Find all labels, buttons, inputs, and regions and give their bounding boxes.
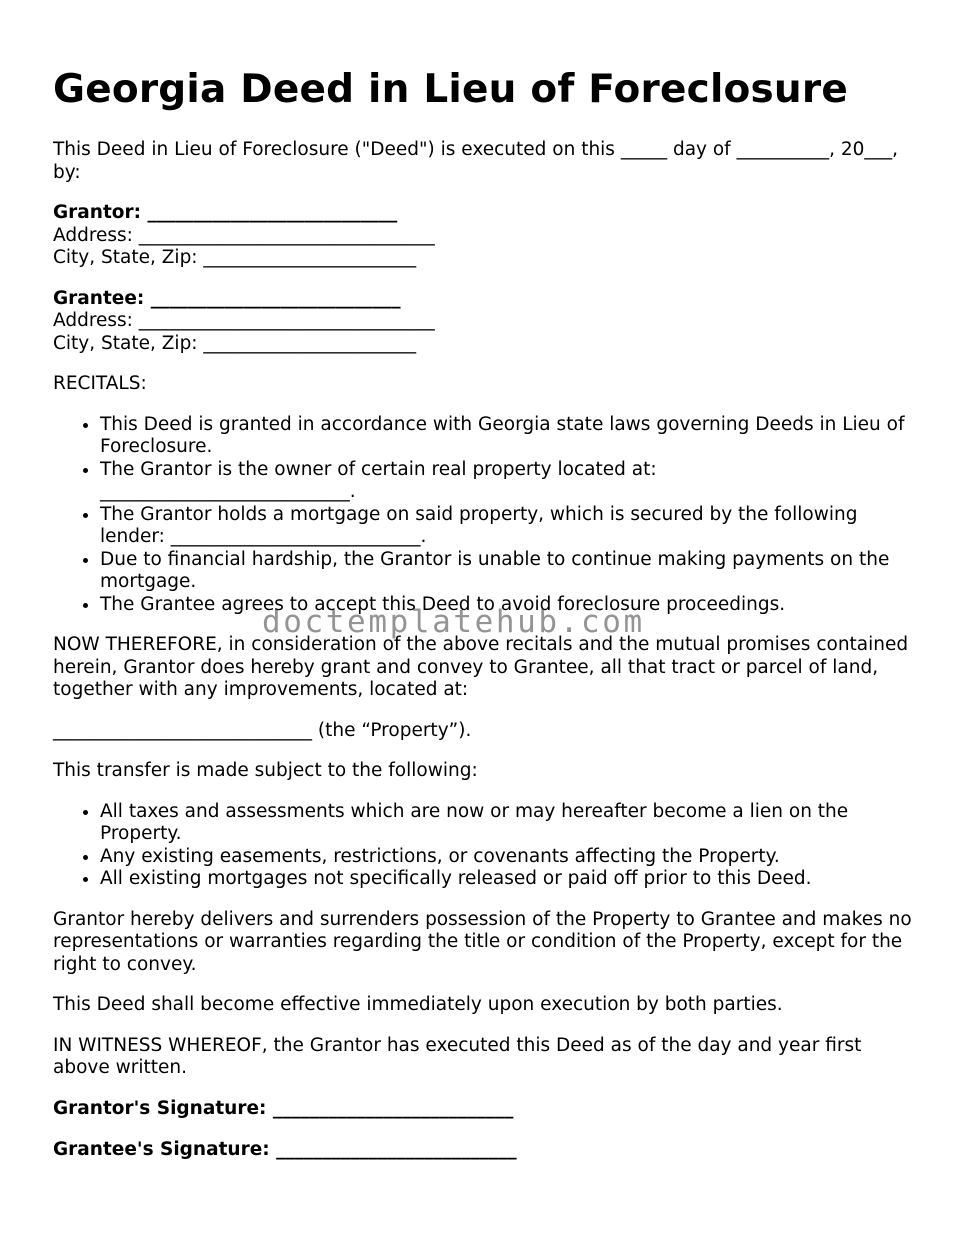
grantee-block (53, 288, 913, 356)
grantor-block (53, 202, 913, 270)
grantee-label: Grantee: (53, 287, 145, 309)
grantor-name-blank: ___________________________ (141, 202, 398, 223)
grantee-name-blank: ___________________________ (144, 287, 401, 309)
recitals-heading: RECITALS: (53, 373, 147, 394)
grantor-city-line: City, State, Zip: _______________________ (53, 247, 417, 268)
list-item: • The Grantor is the owner of certain real property located at: ___________________________. (100, 459, 913, 504)
list-item: • The Grantee agrees to accept this Deed to avoid foreclosure proceedings. (100, 594, 913, 617)
list-item: • All taxes and assessments which are now or may hereafter become a lien on the Property. (100, 801, 913, 846)
grantee-name-line (53, 288, 913, 311)
grantor-address-line: Address: ________________________________ (53, 224, 435, 246)
subject-list (53, 801, 913, 891)
list-item: • Due to financial hardship, the Grantor is unable to continue making payments on the mortgage. (100, 549, 913, 594)
recitals-list (53, 414, 913, 617)
list-item: • All existing mortgages not specifically released or paid off prior to this Deed. (100, 868, 913, 891)
deed-document (53, 66, 913, 1181)
delivery-paragraph: Grantor hereby delivers and surrenders possession of the Property to Grantee and makes no representations or warranties regarding the title or condition of the Property, except for the right to convey. (53, 908, 912, 975)
grantee-signature-line: Grantee's Signature: __________________________ (53, 1139, 517, 1160)
grantor-label: Grantor: (53, 202, 142, 223)
property-line: ____________________________ (the “Property”). (53, 719, 472, 741)
list-item: • This Deed is granted in accordance with Georgia state laws governing Deeds in Lieu of Foreclosure. (100, 414, 913, 459)
witness-paragraph: IN WITNESS WHEREOF, the Grantor has executed this Deed as of the day and year first above written. (53, 1034, 862, 1078)
grantee-address-line: Address: ________________________________ (53, 310, 435, 331)
intro-paragraph: This Deed in Lieu of Foreclosure ("Deed") is executed on this _____ day of __________, 20___, by: (53, 139, 899, 183)
effective-paragraph: This Deed shall become effective immediately upon execution by both parties. (53, 994, 783, 1015)
now-therefore-paragraph: NOW THEREFORE, in consideration of the above recitals and the mutual promises contained herein, Grantor does hereby grant and convey to Grantee, all that tract or parcel of land, together with any improvements, located at: (53, 634, 909, 700)
page-title: Georgia Deed in Lieu of Foreclosure (53, 67, 848, 112)
watermark: doctemplatehub.com (262, 604, 645, 640)
list-item: • Any existing easements, restrictions, or covenants affecting the Property. (100, 846, 913, 869)
grantor-name-line (53, 202, 913, 225)
grantor-signature-line: Grantor's Signature: __________________________ (53, 1097, 514, 1119)
grantee-city-line: City, State, Zip: _______________________ (53, 332, 417, 354)
subject-heading: This transfer is made subject to the following: (53, 760, 478, 781)
list-item: • The Grantor holds a mortgage on said property, which is secured by the following lender: ___________________________. (100, 504, 913, 549)
